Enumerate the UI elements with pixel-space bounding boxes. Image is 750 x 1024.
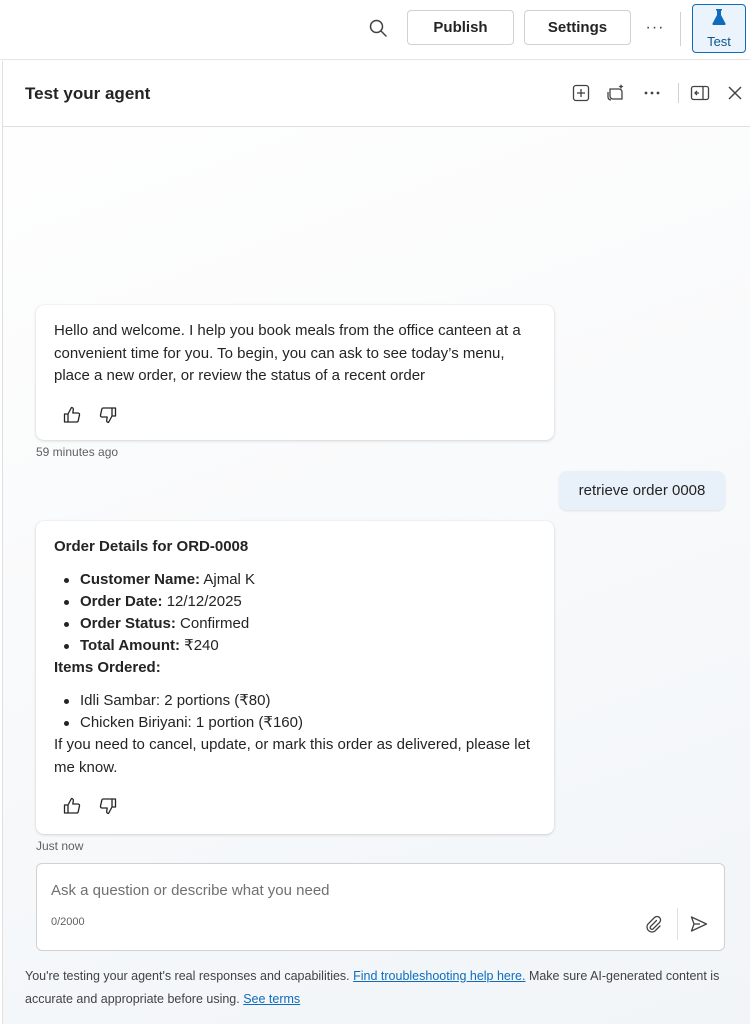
search-icon[interactable] (366, 16, 390, 40)
bot-message (36, 305, 554, 440)
more-options-icon[interactable] (640, 81, 664, 105)
input-divider (677, 908, 678, 940)
toolbar-divider (680, 12, 681, 46)
test-button[interactable] (692, 4, 746, 53)
panel-dock-icon[interactable] (688, 81, 712, 105)
paperclip-icon[interactable] (641, 912, 665, 936)
chat-input[interactable] (51, 878, 651, 902)
field-label: Order Status: (80, 615, 176, 632)
list-item: Idli Sambar: 2 portions (₹80) (80, 690, 536, 712)
field-label: Total Amount: (80, 637, 180, 654)
thumbs-up-icon[interactable] (61, 795, 83, 817)
list-item (80, 569, 536, 591)
header-divider (678, 83, 679, 103)
chat-input-box (36, 863, 725, 951)
copilot-icon[interactable] (604, 81, 628, 105)
see-terms-link[interactable]: See terms (243, 991, 301, 1006)
items-title: Items Ordered: (54, 659, 161, 676)
order-title: Order Details for ORD-0008 (54, 538, 249, 555)
bot-message (36, 521, 554, 834)
field-value: 12/12/2025 (166, 593, 242, 610)
more-options-icon[interactable]: ··· (645, 19, 665, 36)
settings-button[interactable]: Settings (524, 10, 631, 45)
close-icon[interactable] (723, 81, 747, 105)
disclaimer-text: You're testing your agent's real responses and capabilities. (25, 969, 354, 983)
list-item (80, 635, 536, 657)
flask-icon (711, 8, 727, 31)
user-message: retrieve order 0008 (559, 471, 725, 510)
thumbs-up-icon[interactable] (61, 404, 83, 426)
field-value: Confirmed (180, 615, 250, 632)
message-timestamp: Just now (36, 839, 84, 853)
field-value: Ajmal K (203, 571, 256, 588)
disclaimer (25, 965, 725, 1010)
test-button-label: Test (707, 34, 731, 49)
publish-button[interactable]: Publish (407, 10, 514, 45)
disclaimer-text: Make sure AI-generated content is accurate and appropriate before using. (25, 969, 720, 1006)
send-icon[interactable] (687, 912, 711, 936)
troubleshooting-link[interactable]: Find troubleshooting help here. (353, 969, 526, 983)
feedback-row (54, 404, 536, 426)
panel-header (3, 61, 750, 127)
new-chat-icon[interactable] (569, 81, 593, 105)
top-toolbar (0, 0, 750, 60)
order-fields (54, 569, 536, 657)
test-agent-panel (2, 61, 750, 1024)
list-item (80, 591, 536, 613)
field-value: ₹240 (184, 637, 219, 654)
message-timestamp: 59 minutes ago (36, 445, 119, 459)
list-item (80, 613, 536, 635)
feedback-row (54, 795, 536, 817)
char-count: 0/2000 (51, 916, 85, 928)
thumbs-down-icon[interactable] (97, 795, 119, 817)
thumbs-down-icon[interactable] (97, 404, 119, 426)
field-label: Order Date: (80, 593, 163, 610)
field-label: Customer Name: (80, 571, 201, 588)
panel-title: Test your agent (25, 84, 151, 103)
list-item: Chicken Biriyani: 1 portion (₹160) (80, 712, 536, 734)
ordered-items (54, 690, 536, 734)
order-footer-text: If you need to cancel, update, or mark this order as delivered, please let me know. (54, 736, 531, 776)
welcome-message-text: Hello and welcome. I help you book meals from the office canteen at a convenient time for you. To begin, you can ask to see today’s menu, place a new order, or review the status of a recent order (54, 322, 521, 384)
